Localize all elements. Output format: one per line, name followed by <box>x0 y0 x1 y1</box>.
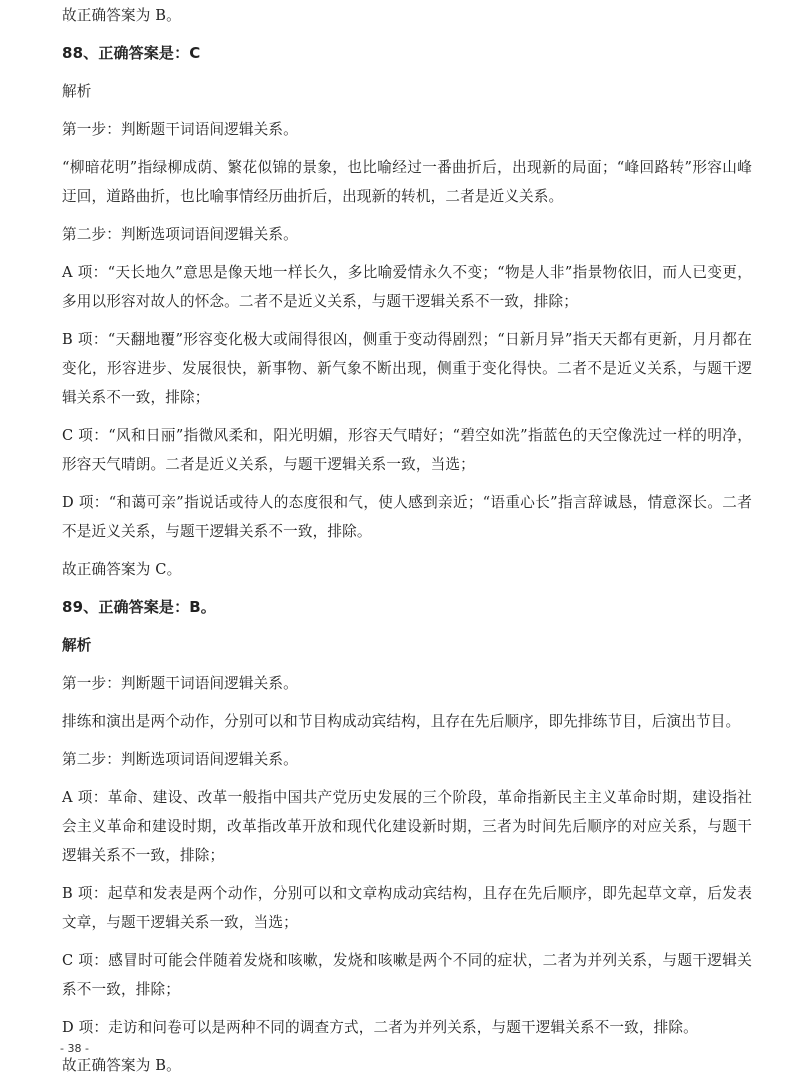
option-d-89: D 项：走访和问卷可以是两种不同的调查方式，二者为并列关系，与题干逻辑关系不一致，排除。 <box>62 1019 698 1036</box>
conclusion-89: 故正确答案为 B。 <box>62 1057 181 1074</box>
analysis-label-89: 解析 <box>62 637 92 654</box>
stem-explanation-89: 排练和演出是两个动作，分别可以和节目构成动宾结构，且存在先后顺序，即先排练节目，后演出节目。 <box>62 713 741 730</box>
option-b-89: B 项：起草和发表是两个动作，分别可以和文章构成动宾结构，且存在先后顺序，即先起草文章，后发表文章，与题干逻辑关系一致，当选； <box>62 885 752 931</box>
option-d-88: D 项：“和蔼可亲”指说话或待人的态度很和气，使人感到亲近；“语重心长”指言辞诚恳，情意深长。二者不是近义关系，与题干逻辑关系不一致，排除。 <box>62 494 752 540</box>
step2-89: 第二步：判断选项词语间逻辑关系。 <box>62 751 298 768</box>
page-number: - 38 - <box>60 1042 89 1055</box>
answer-heading-88: 88、正确答案是：C <box>62 44 201 62</box>
stem-explanation-88: “柳暗花明”指绿柳成荫、繁花似锦的景象，也比喻经过一番曲折后，出现新的局面；“峰回路转”形容山峰迂回，道路曲折，也比喻事情经历曲折后，出现新的转机，二者是近义关系。 <box>62 159 752 205</box>
step2-88: 第二步：判断选项词语间逻辑关系。 <box>62 226 298 243</box>
option-a-89: A 项：革命、建设、改革一般指中国共产党历史发展的三个阶段，革命指新民主主义革命时期，建设指社会主义革命和建设时期，改革指改革开放和现代化建设新时期，三者为时间先后顺序的对应关系，与题干逻辑关系不一致，排除； <box>62 789 752 864</box>
analysis-label-88: 解析 <box>62 83 92 100</box>
step1-88: 第一步：判断题干词语间逻辑关系。 <box>62 121 298 138</box>
conclusion-87: 故正确答案为 B。 <box>62 7 181 24</box>
option-c-89: C 项：感冒时可能会伴随着发烧和咳嗽，发烧和咳嗽是两个不同的症状，二者为并列关系，与题干逻辑关系不一致，排除； <box>62 952 752 998</box>
option-c-88: C 项：“风和日丽”指微风柔和，阳光明媚，形容天气晴好；“碧空如洗”指蓝色的天空像洗过一样的明净，形容天气晴朗。二者是近义关系，与题干逻辑关系一致，当选； <box>62 427 752 473</box>
conclusion-88: 故正确答案为 C。 <box>62 561 182 578</box>
page-content <box>62 0 752 1080</box>
option-b-88: B 项：“天翻地覆”形容变化极大或闹得很凶，侧重于变动得剧烈；“日新月异”指天天都有更新，月月都在变化，形容进步、发展很快，新事物、新气象不断出现，侧重于变化得快。二者不是近义关系，与题干逻辑关系不一致，排除； <box>62 331 752 406</box>
step1-89: 第一步：判断题干词语间逻辑关系。 <box>62 675 298 692</box>
answer-heading-89: 89、正确答案是：B。 <box>62 598 216 616</box>
option-a-88: A 项：“天长地久”意思是像天地一样长久，多比喻爱情永久不变；“物是人非”指景物依旧，而人已变更，多用以形容对故人的怀念。二者不是近义关系，与题干逻辑关系不一致，排除； <box>62 264 752 310</box>
